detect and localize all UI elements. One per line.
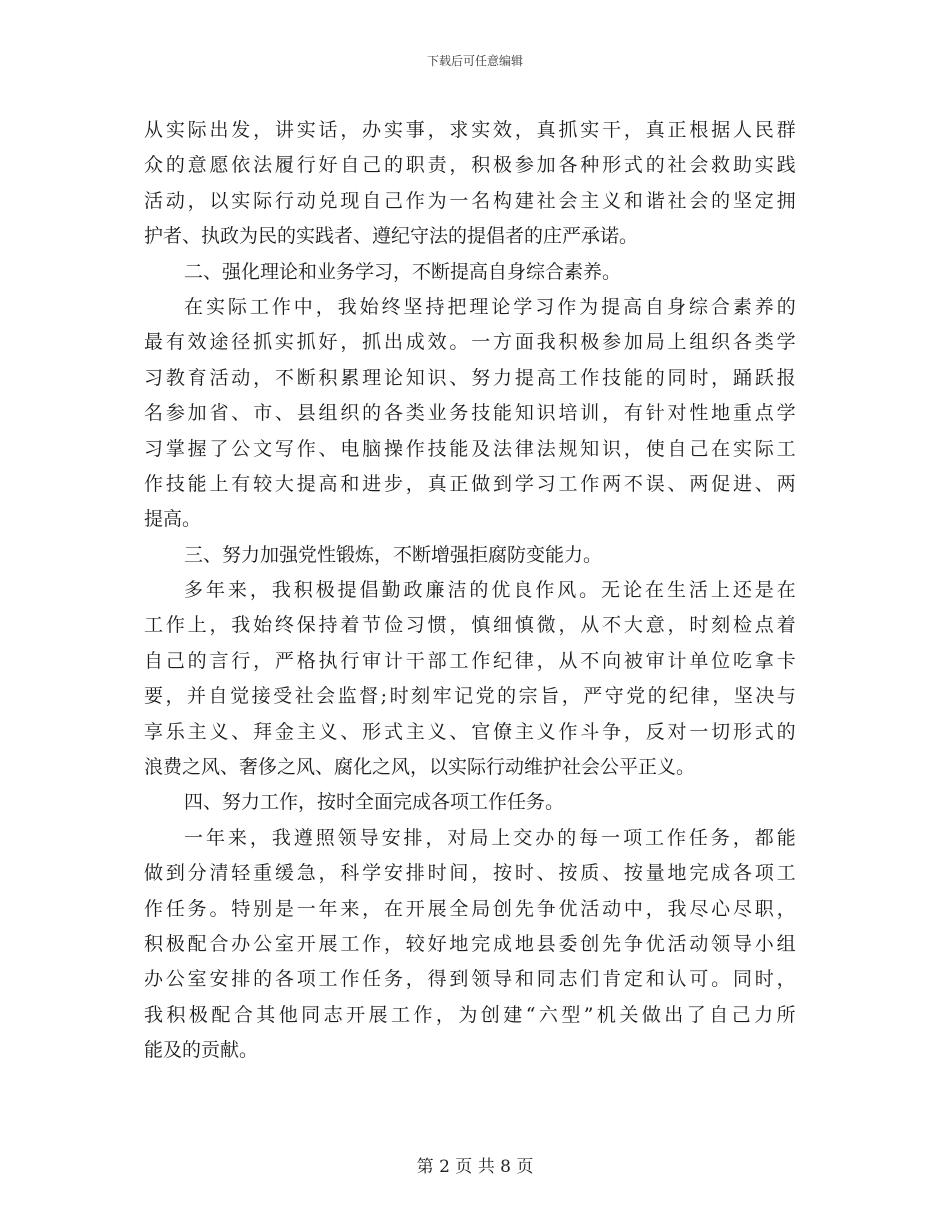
text-line: 护者、执政为民的实践者、遵纪守法的提倡者的庄严承诺。 xyxy=(144,225,639,248)
text-line: 二、强化理论和业务学习，不断提高自身综合素养。 xyxy=(184,260,622,283)
text-line: 四、努力工作，按时全面完成各项工作任务。 xyxy=(184,791,565,814)
text-line: 能及的贡献。 xyxy=(144,1039,259,1062)
text-line: 自 己 的 言 行 ， 严 格 执 行 审 计 干 部 工 作 纪 律 ， 从 不 向 被 审 计 单 位 吃 拿 卡 xyxy=(144,649,796,672)
text-line: 三、努力加强党性锻炼，不断增强拒腐防变能力。 xyxy=(184,543,603,566)
text-line: 习 掌 握 了 公 文 写 作 、 电 脑 操 作 技 能 及 法 律 法 规 知 识 ， 使 自 己 在 实 际 工 xyxy=(144,437,796,460)
text-line: 享 乐 主 义 、 拜 金 主 义 、 形 式 主 义 、 官 僚 主 义 作 斗 争 ， 反 对 一 切 形 式 的 xyxy=(144,720,796,743)
text-line: 我 积 极 配 合 其 他 同 志 开 展 工 作 ， 为 创 建 “ 六 型 ” 机 关 做 出 了 自 己 力 所 xyxy=(144,1003,796,1026)
text-line: 习 教 育 活 动 ， 不 断 积 累 理 论 知 识 、 努 力 提 高 工 作 技 能 的 同 时 ， 踊 跃 报 xyxy=(144,366,796,389)
text-line: 名 参 加 省 、 市 、 县 组 织 的 各 类 业 务 技 能 知 识 培 训 ， 有 针 对 性 地 重 点 学 xyxy=(144,402,796,425)
text-line: 提高。 xyxy=(144,508,202,531)
text-line: 在 实 际 工 作 中 ， 我 始 终 坚 持 把 理 论 学 习 作 为 提 高 自 身 综 合 素 养 的 xyxy=(184,295,796,318)
text-line: 作 技 能 上 有 较 大 提 高 和 进 步 ， 真 正 做 到 学 习 工 作 两 不 误 、 两 促 进 、 两 xyxy=(144,472,796,495)
text-line: 要 ， 并 自 觉 接 受 社 会 监 督 ; 时 刻 牢 记 党 的 宗 旨 ， 严 守 党 的 纪 律 ， 坚 决 与 xyxy=(144,685,796,708)
text-line: 办 公 室 安 排 的 各 项 工 作 任 务 ， 得 到 领 导 和 同 志 们 肯 定 和 认 可 。 同 时 ， xyxy=(144,968,796,991)
page-header: 下载后可任意编辑 xyxy=(426,54,523,68)
page-number-footer: 第 2 页 共 8 页 xyxy=(416,1157,534,1177)
text-line: 一 年 来 ， 我 遵 照 领 导 安 排 ， 对 局 上 交 办 的 每 一 项 工 作 任 务 ， 都 能 xyxy=(184,826,796,849)
text-line: 最 有 效 途 径 抓 实 抓 好 ， 抓 出 成 效 。 一 方 面 我 积 极 参 加 局 上 组 织 各 类 学 xyxy=(144,331,796,354)
text-line: 活 动 ， 以 实 际 行 动 兑 现 自 己 作 为 一 名 构 建 社 会 主 义 和 谐 社 会 的 坚 定 拥 xyxy=(144,189,796,212)
text-line: 众 的 意 愿 依 法 履 行 好 自 己 的 职 责 ， 积 极 参 加 各 种 形 式 的 社 会 救 助 实 践 xyxy=(144,154,796,177)
text-line: 作 任 务 。 特 别 是 一 年 来 ， 在 开 展 全 局 创 先 争 优 活 动 中 ， 我 尽 心 尽 职 ， xyxy=(144,897,796,920)
text-line: 多 年 来 ， 我 积 极 提 倡 勤 政 廉 洁 的 优 良 作 风 。 无 论 在 生 活 上 还 是 在 xyxy=(184,579,796,602)
text-line: 浪费之风、奢侈之风、腐化之风，以实际行动维护社会公平正义。 xyxy=(144,756,696,779)
text-line: 从 实 际 出 发 ， 讲 实 话 ， 办 实 事 ， 求 实 效 ， 真 抓 实 干 ， 真 正 根 据 人 民 群 xyxy=(144,119,796,141)
text-line: 积 极 配 合 办 公 室 开 展 工 作 ， 较 好 地 完 成 地 县 委 创 先 争 优 活 动 领 导 小 组 xyxy=(144,932,796,955)
text-line: 做 到 分 清 轻 重 缓 急 ， 科 学 安 排 时 间 ， 按 时 、 按 质 、 按 量 地 完 成 各 项 工 xyxy=(144,862,796,885)
document-body xyxy=(144,113,796,1069)
text-line: 工 作 上 ， 我 始 终 保 持 着 节 俭 习 惯 ， 慎 细 慎 微 ， 从 不 大 意 ， 时 刻 检 点 着 xyxy=(144,614,796,637)
